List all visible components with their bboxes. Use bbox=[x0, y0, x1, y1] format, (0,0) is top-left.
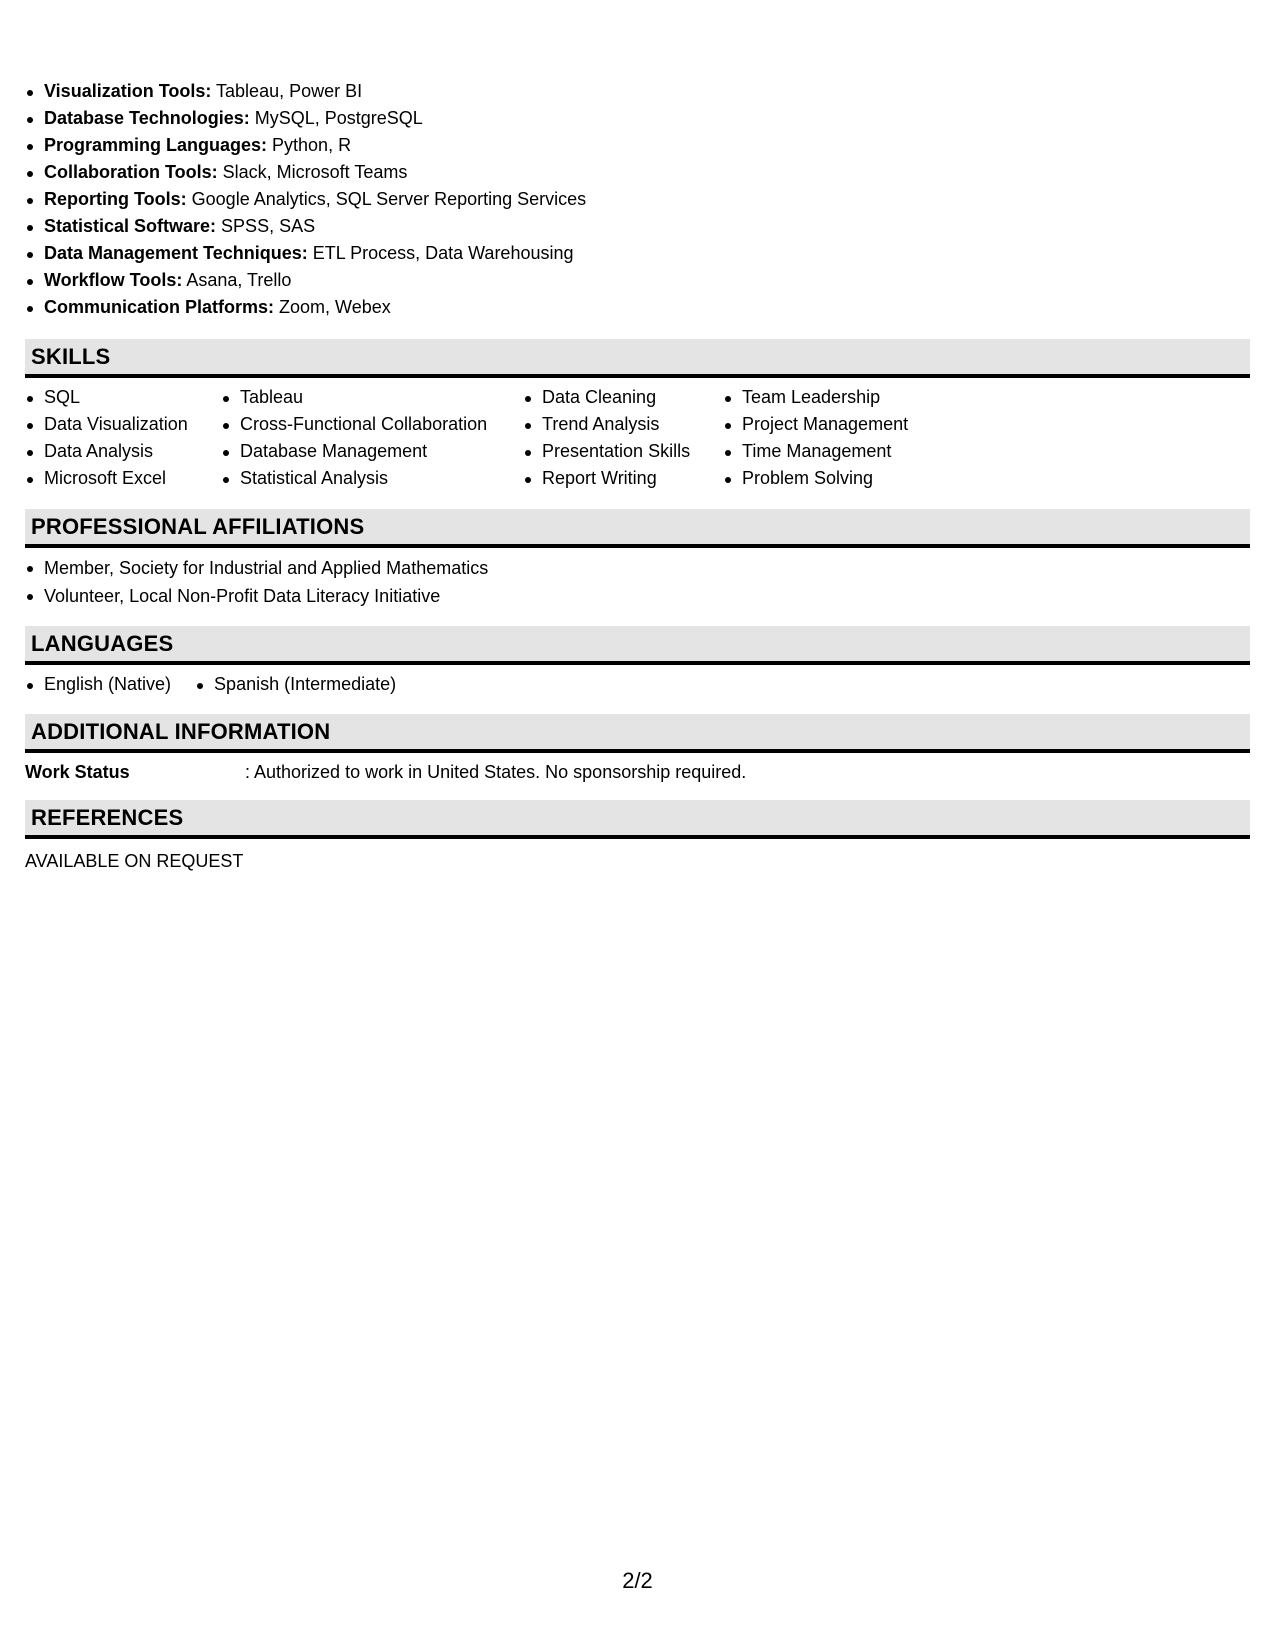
list-item: Tableau bbox=[221, 384, 487, 411]
list-item: Time Management bbox=[723, 438, 908, 465]
list-item: English (Native) bbox=[25, 671, 171, 698]
page-number: 2/2 bbox=[622, 1568, 653, 1593]
list-item: Communication Platforms: Zoom, Webex bbox=[25, 294, 586, 321]
section-header-additional-info bbox=[25, 714, 1250, 753]
list-item: Cross-Functional Collaboration bbox=[221, 411, 487, 438]
list-item: Reporting Tools: Google Analytics, SQL Server Reporting Services bbox=[25, 186, 586, 213]
list-item: Report Writing bbox=[523, 465, 690, 492]
work-status-label: Work Status bbox=[25, 762, 130, 782]
tools-list bbox=[25, 78, 586, 321]
list-item: Data Analysis bbox=[25, 438, 188, 465]
list-item: Data Cleaning bbox=[523, 384, 690, 411]
section-title: SKILLS bbox=[31, 344, 111, 369]
list-item: Data Management Techniques: ETL Process, Data Warehousing bbox=[25, 240, 586, 267]
skills-column bbox=[221, 384, 487, 492]
list-item: Statistical Analysis bbox=[221, 465, 487, 492]
list-item: Presentation Skills bbox=[523, 438, 690, 465]
affiliations-list bbox=[25, 554, 488, 610]
list-item: Volunteer, Local Non-Profit Data Literacy Initiative bbox=[25, 582, 488, 610]
list-item: Database Technologies: MySQL, PostgreSQL bbox=[25, 105, 586, 132]
list-item: Project Management bbox=[723, 411, 908, 438]
list-item: Problem Solving bbox=[723, 465, 908, 492]
skills-column bbox=[723, 384, 908, 492]
list-item: Collaboration Tools: Slack, Microsoft Teams bbox=[25, 159, 586, 186]
list-item: Programming Languages: Python, R bbox=[25, 132, 586, 159]
section-header-affiliations bbox=[25, 509, 1250, 548]
section-title: LANGUAGES bbox=[31, 631, 174, 656]
list-item: SQL bbox=[25, 384, 188, 411]
section-title: PROFESSIONAL AFFILIATIONS bbox=[31, 514, 365, 539]
work-status-row bbox=[25, 759, 746, 786]
list-item: Team Leadership bbox=[723, 384, 908, 411]
work-status-value: : Authorized to work in United States. No sponsorship required. bbox=[245, 762, 747, 782]
skills-column bbox=[523, 384, 690, 492]
references-text: AVAILABLE ON REQUEST bbox=[25, 851, 244, 871]
list-item: Statistical Software: SPSS, SAS bbox=[25, 213, 586, 240]
list-item: Trend Analysis bbox=[523, 411, 690, 438]
languages-list bbox=[25, 671, 420, 698]
section-header-skills bbox=[25, 339, 1250, 378]
list-item: Data Visualization bbox=[25, 411, 188, 438]
list-item: Spanish (Intermediate) bbox=[195, 671, 396, 698]
skills-column bbox=[25, 384, 188, 492]
list-item: Visualization Tools: Tableau, Power BI bbox=[25, 78, 586, 105]
section-header-references bbox=[25, 800, 1250, 839]
section-title: REFERENCES bbox=[31, 805, 184, 830]
list-item: Workflow Tools: Asana, Trello bbox=[25, 267, 586, 294]
list-item: Database Management bbox=[221, 438, 487, 465]
list-item: Member, Society for Industrial and Applied Mathematics bbox=[25, 554, 488, 582]
list-item: Microsoft Excel bbox=[25, 465, 188, 492]
section-header-languages bbox=[25, 626, 1250, 665]
section-title: ADDITIONAL INFORMATION bbox=[31, 719, 331, 744]
